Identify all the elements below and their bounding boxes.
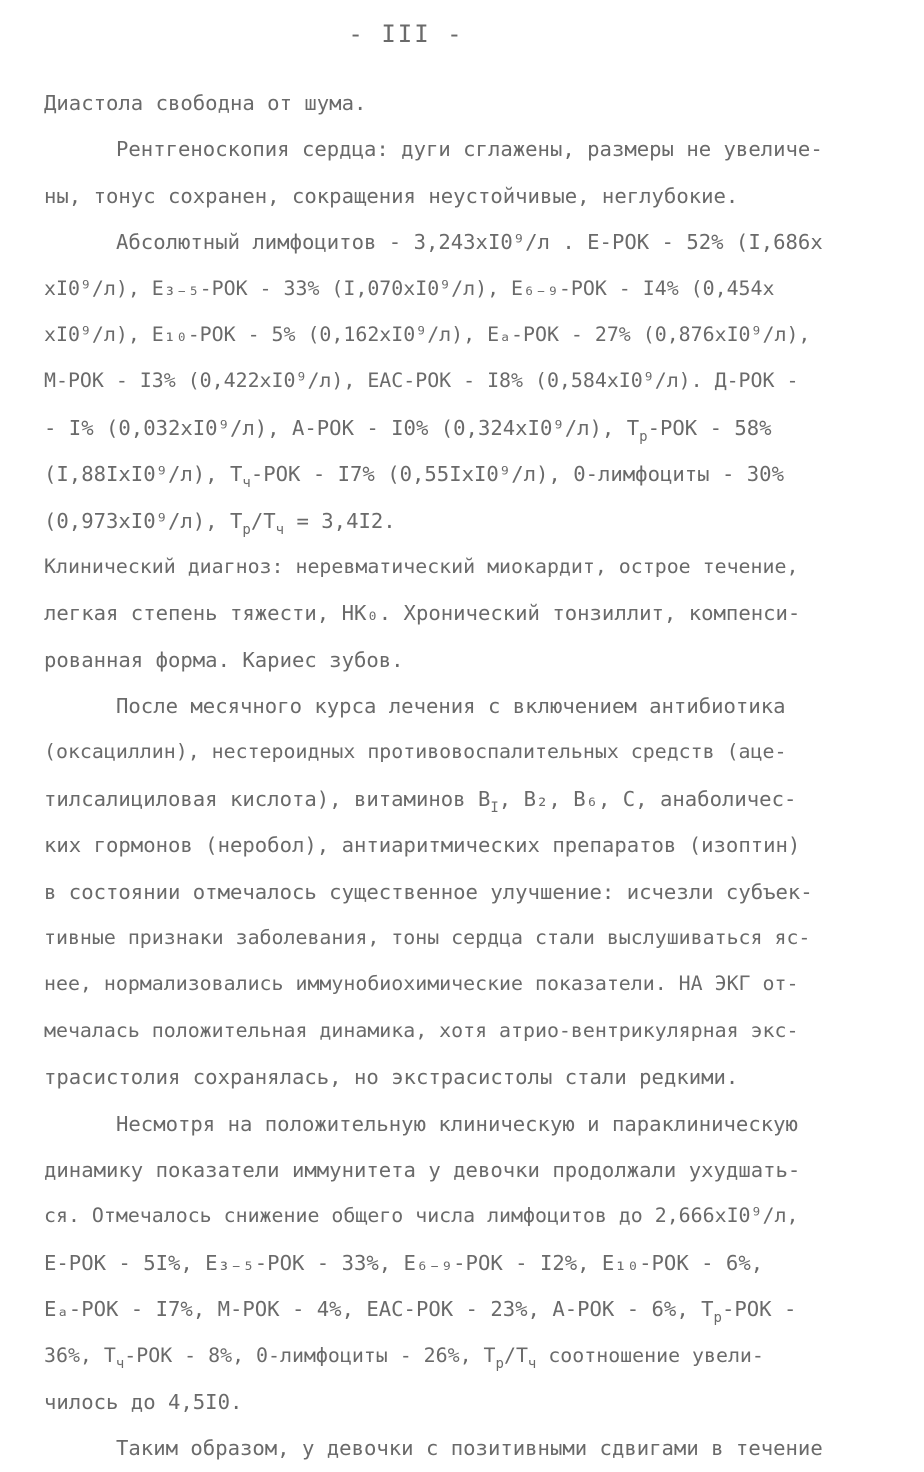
text-line: ся. Отмечалось снижение общего числа лимфоцитов до 2,666xI0⁹/л, — [44, 1204, 799, 1228]
text-line: рованная форма. Кариес зубов. — [44, 647, 404, 672]
text-line: мечалась положительная динамика, хотя атрио-вентрикулярная экс- — [44, 1018, 799, 1042]
text-line: в состоянии отмечалось существенное улучшение: исчезли субъек- — [44, 879, 813, 904]
text-line: (0,973xI0⁹/л), $Т_р/Т_ч = 3,4I2$. — [44, 508, 396, 538]
text-line: Рентгеноскопия сердца: дуги сглажены, размеры не увеличе- — [116, 137, 823, 162]
text-line: ны, тонус сохранен, сокращения неустойчивые, неглубокие. — [44, 183, 739, 208]
text-line: ких гормонов (неробол), антиаритмических препаратов (изоптин) — [44, 833, 801, 858]
text-line: трасистолия сохранялась, но экстрасистолы стали редкими. — [44, 1065, 739, 1090]
text-line: М-РОК - I3% (0,422xI0⁹/л), ЕАС-РОК - I8% (0,584xI0⁹/л). Д-РОК - — [44, 369, 799, 393]
text-line: Диастола свободна от шума. — [44, 91, 367, 115]
text-line: Е-РОК - 5I%, Е₃₋₅-РОК - 33%, Е₆₋₉-РОК - I2%, Е₁₀-РОК - 6%, — [44, 1250, 764, 1275]
text-line: (оксациллин), нестероидных противовоспалительных средств (аце- — [44, 740, 787, 764]
text-line: тилсалициловая кислота), витаминов $В_I$, В₂, В₆, С, анаболичес- — [44, 786, 797, 816]
text-line: чилось до 4,5I0. — [44, 1389, 243, 1414]
page-number: - III - — [348, 20, 464, 48]
text-line: тивные признаки заболевания, тоны сердца стали выслушиваться яс- — [44, 926, 811, 950]
text-line: динамику показатели иммунитета у девочки продолжали ухудшать- — [44, 1157, 801, 1182]
body-text — [44, 80, 864, 1472]
text-line: Несмотря на положительную клиническую и параклиническую — [116, 1111, 798, 1136]
text-line: Еₐ-РОК - I7%, М-РОК - 4%, ЕАС-РОК - 23%, А-РОК - 6%, $Т_р$-РОК - — [44, 1297, 797, 1327]
text-line: - I% (0,032xI0⁹/л), А-РОК - I0% (0,324xI0⁹/л), $Т_р$-РОК - 58% — [44, 415, 772, 445]
text-line: легкая степень тяжести, НК₀. Хронический тонзиллит, компенси- — [44, 601, 801, 626]
text-line: Абсолютный лимфоцитов - 3,243xI0⁹/л . Е-РОК - 52% (I,686x — [116, 230, 823, 255]
text-line: Клинический диагноз: неревматический миокардит, острое течение, — [44, 554, 799, 578]
text-line: xI0⁹/л), Е₁₀-РОК - 5% (0,162xI0⁹/л), Еₐ-РОК - 27% (0,876xI0⁹/л), — [44, 322, 811, 346]
text-line: (I,88IxI0⁹/л), $Т_ч$-РОК - I7% (0,55IxI0⁹/л), 0-лимфоциты - 30% — [44, 462, 784, 492]
text-line: Таким образом, у девочки с позитивными сдвигами в течение — [116, 1436, 823, 1461]
text-line: xI0⁹/л), Е₃₋₅-РОК - 33% (I,070xI0⁹/л), Е₆₋₉-РОК - I4% (0,454x — [44, 276, 775, 300]
text-line: нее, нормализовались иммунобиохимические показатели. НА ЭКГ от- — [44, 972, 799, 996]
text-line: После месячного курса лечения с включением антибиотика — [116, 694, 786, 719]
text-line: 36%, $Т_ч$-РОК - 8%, 0-лимфоциты - 26%, $Т_р/Т_ч$ соотношение увели- — [44, 1343, 764, 1372]
